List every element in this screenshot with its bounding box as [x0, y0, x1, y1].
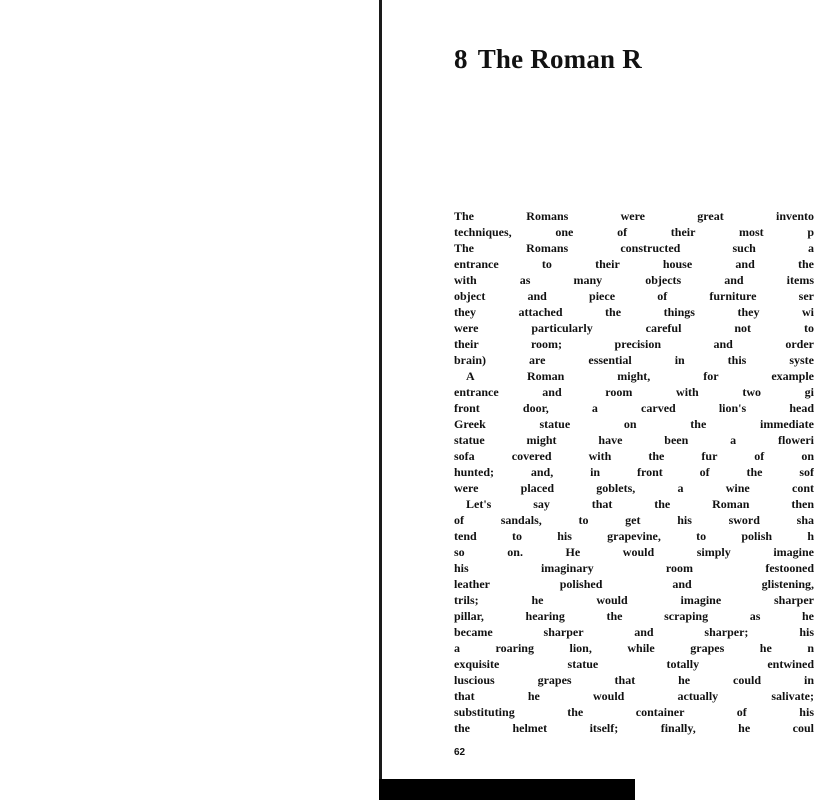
text-line: trils; he would imagine sharper [454, 593, 814, 607]
text-line: Greek statue on the immediate [454, 417, 814, 431]
text-line: of sandals, to get his sword sha [454, 513, 814, 527]
text-line: became sharper and sharper; his [454, 625, 814, 639]
text-line: they attached the things they wi [454, 305, 814, 319]
text-line: were particularly careful not to [454, 321, 814, 335]
text-line: leather polished and glistening, [454, 577, 814, 591]
text-line: were placed goblets, a wine cont [454, 481, 814, 495]
text-line: with as many objects and items [454, 273, 814, 287]
text-line: hunted; and, in front of the sof [454, 465, 814, 479]
text-line: techniques, one of their most p [454, 225, 814, 239]
text-line: The Romans were great invento [454, 209, 814, 223]
scan-border [379, 779, 635, 800]
text-line: a roaring lion, while grapes he n [454, 641, 814, 655]
text-line: object and piece of furniture ser [454, 289, 814, 303]
text-line: entrance and room with two gi [454, 385, 814, 399]
page-number: 62 [454, 747, 466, 758]
text-line: brain) are essential in this syste [454, 353, 814, 367]
text-line: The Romans constructed such a [454, 241, 814, 255]
text-line: luscious grapes that he could in [454, 673, 814, 687]
text-line: exquisite statue totally entwined [454, 657, 814, 671]
text-line: pillar, hearing the scraping as he [454, 609, 814, 623]
text-line: sofa covered with the fur of on [454, 449, 814, 463]
text-line: that he would actually salivate; [454, 689, 814, 703]
text-line: statue might have been a floweri [454, 433, 814, 447]
book-page [382, 0, 814, 779]
text-line: substituting the container of his [454, 705, 814, 719]
chapter-title-text: The Roman R [477, 44, 642, 74]
text-line: their room; precision and order [454, 337, 814, 351]
chapter-number: 8 [454, 44, 468, 74]
body-text [454, 208, 814, 736]
text-line: his imaginary room festooned [454, 561, 814, 575]
text-line: front door, a carved lion's head [454, 401, 814, 415]
text-line: Let's say that the Roman then [466, 497, 814, 511]
text-line: tend to his grapevine, to polish h [454, 529, 814, 543]
text-line: the helmet itself; finally, he coul [454, 721, 814, 735]
text-line: so on. He would simply imagine [454, 545, 814, 559]
chapter-title [454, 44, 642, 75]
text-line: A Roman might, for example [466, 369, 814, 383]
text-line: entrance to their house and the [454, 257, 814, 271]
